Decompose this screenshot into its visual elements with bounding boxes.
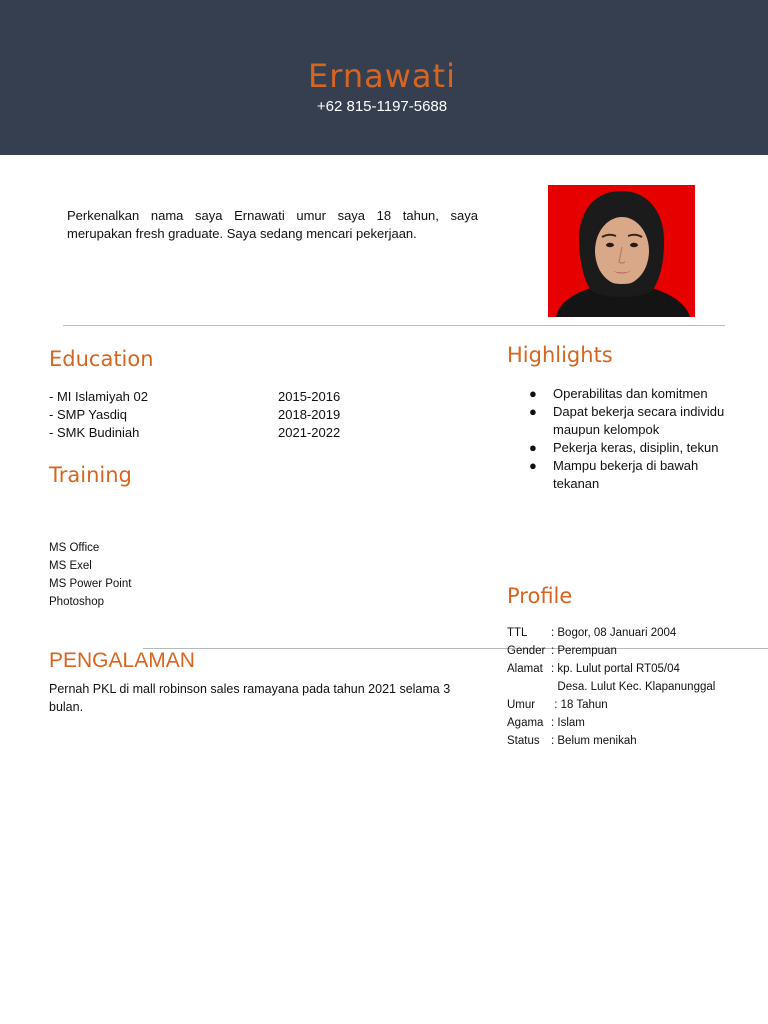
education-item xyxy=(49,388,379,406)
training-heading: Training xyxy=(49,463,132,487)
profile-value: : Belum menikah xyxy=(551,735,637,747)
training-item: MS Power Point xyxy=(49,578,132,590)
profile-value: : kp. Lulut portal RT05/04 xyxy=(551,663,680,675)
top-divider xyxy=(63,325,725,326)
highlight-item xyxy=(529,385,733,403)
education-school: - MI Islamiyah 02 xyxy=(49,389,148,404)
education-list xyxy=(49,388,379,442)
profile-label: TTL xyxy=(507,627,528,639)
highlights-heading: Highlights xyxy=(507,343,613,367)
training-item: MS Office xyxy=(49,542,100,554)
education-heading: Education xyxy=(49,347,154,371)
person-portrait-icon xyxy=(548,185,695,317)
highlight-item xyxy=(529,439,733,457)
education-years: 2018-2019 xyxy=(278,407,341,422)
highlights-list xyxy=(529,385,733,493)
middle-divider xyxy=(143,648,768,649)
highlight-text: Dapat bekerja secara individu maupun kelompok xyxy=(553,404,725,437)
experience-heading: PENGALAMAN xyxy=(49,649,195,672)
highlight-item xyxy=(529,457,733,493)
experience-text: Pernah PKL di mall robinson sales ramayana pada tahun 2021 selama 3 bulan. xyxy=(49,682,451,714)
bullet-icon: ● xyxy=(529,404,537,419)
training-list xyxy=(49,539,131,611)
profile-label: Gender xyxy=(507,645,546,657)
profile-photo xyxy=(548,185,695,317)
profile-value: : Perempuan xyxy=(551,645,617,657)
highlight-text: Mampu bekerja di bawah tekanan xyxy=(553,458,699,491)
training-item: MS Exel xyxy=(49,560,92,572)
candidate-name: Ernawati xyxy=(308,57,456,95)
profile-value: : 18 Tahun xyxy=(551,699,608,711)
education-item xyxy=(49,406,379,424)
intro-paragraph: Perkenalkan nama saya Ernawati umur saya 18 tahun, saya merupakan fresh graduate. Saya sedang mencari pekerjaan. xyxy=(67,208,478,241)
training-item: Photoshop xyxy=(49,596,104,608)
bullet-icon: ● xyxy=(529,440,537,455)
bullet-icon: ● xyxy=(529,458,537,473)
profile-heading: Profile xyxy=(507,584,573,608)
profile-label: Umur xyxy=(507,699,536,711)
phone-number: +62 815-1197-5688 xyxy=(316,98,448,115)
profile-value: : Bogor, 08 Januari 2004 xyxy=(551,627,677,639)
education-years: 2021-2022 xyxy=(278,425,341,440)
education-item xyxy=(49,424,379,442)
profile-label: Agama xyxy=(507,717,544,729)
profile-label: Alamat xyxy=(507,663,543,675)
education-school: - SMK Budiniah xyxy=(49,425,140,440)
profile-value: : Islam xyxy=(551,717,585,729)
education-years: 2015-2016 xyxy=(278,389,341,404)
bullet-icon: ● xyxy=(529,386,537,401)
highlight-text: Operabilitas dan komitmen xyxy=(553,386,708,401)
education-school: - SMP Yasdiq xyxy=(49,407,128,422)
profile-value: Desa. Lulut Kec. Klapanunggal xyxy=(551,681,716,693)
highlight-text: Pekerja keras, disiplin, tekun xyxy=(553,440,719,455)
profile-label: Status xyxy=(507,735,540,747)
highlight-item xyxy=(529,403,733,439)
